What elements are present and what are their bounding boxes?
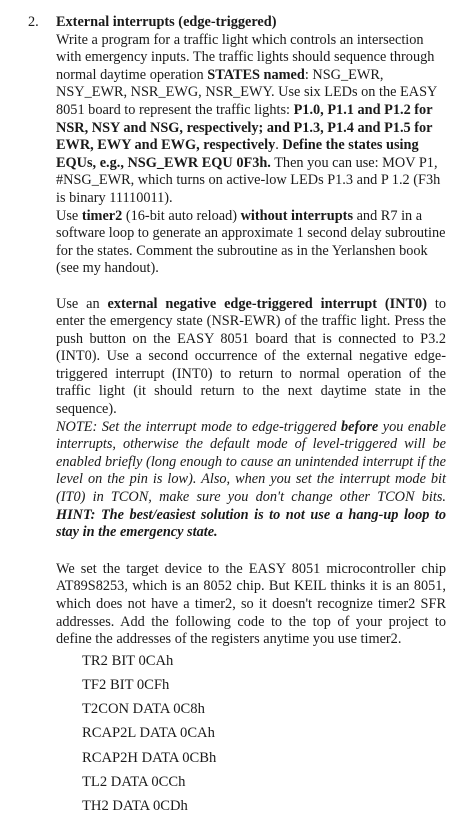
paragraph-target-device: We set the target device to the EASY 8051 microcontroller chip AT89S8253, which is an 8052 chip. But KEIL thinks it is an 8051, which does not have a timer2, so it doesn't recognize timer2 SFR addresses. Add the following code to the top of your project to define the addresses of the registers anytime you use timer2. [56,560,446,648]
code-line: RCAP2H DATA 0CBh [82,749,217,766]
paragraph-interrupt: Use an external negative edge-triggered interrupt (INT0) to enter the emergency state (NSR-EWR) of the traffic light. Press the push button on the EASY 8051 board that is connected to P3.2 (INT0). Use a second occurrence of the external negative edge-triggered interrupt (INT0) to return to normal operation of the traffic light (it should return to the next daytime state in the sequence). [56,295,446,418]
code-block [82,649,446,818]
code-line: RCAP2L DATA 0CAh [82,725,215,742]
paragraph-note: NOTE: Set the interrupt mode to edge-triggered before you enable interrupts, otherwise the default mode of level-triggered will be enabled briefly (long enough to cause an unintended interrupt if the level on the pin is low). Also, when you set the interrupt mode bit (IT0) in TCON, make sure you don't change other TCON bits. HINT: The best/easiest solution is to not use a hang-up loop to stay in the emergency state. [56,418,446,541]
code-line: TL2 DATA 0CCh [82,773,186,790]
code-line: TF2 BIT 0CFh [82,676,170,693]
paragraph-program-description: Write a program for a traffic light which controls an intersection with emergency inputs. The traffic lights should sequence through normal daytime operation STATES named: NSG_EWR, NSY_EWR, NSR_EWG, NSR_EWY. Use six LEDs on the EASY 8051 board to represent the traffic lights: P1.0, P1.1 and P1.2 for NSR, NSY and NSG, respectively; and P1.3, P1.4 and P1.5 for EWR, EWY and EWG, respectively. Define the states using EQUs, e.g., NSG_EWR EQU 0F3h. Then you can use: MOV P1, #NSG_EWR, which turns on active-low LEDs P1.3 and P 1.2 (F3h is binary 11110011). [56,31,441,206]
section-title: External interrupts (edge-triggered) [56,14,277,30]
item-number: 2. [28,14,39,30]
code-line: T2CON DATA 0C8h [82,701,205,718]
code-line: TR2 BIT 0CAh [82,652,174,669]
paragraph-gap [56,542,446,561]
document-body [56,14,446,818]
code-line: TH2 DATA 0CDh [82,798,188,814]
paragraph-gap [56,278,446,296]
paragraph-timer2: Use timer2 (16-bit auto reload) without interrupts and R7 in a software loop to generate an approximate 1 second delay subroutine for the states. Comment the subroutine as in the Yerlanshen book (see my handout). [56,207,446,277]
